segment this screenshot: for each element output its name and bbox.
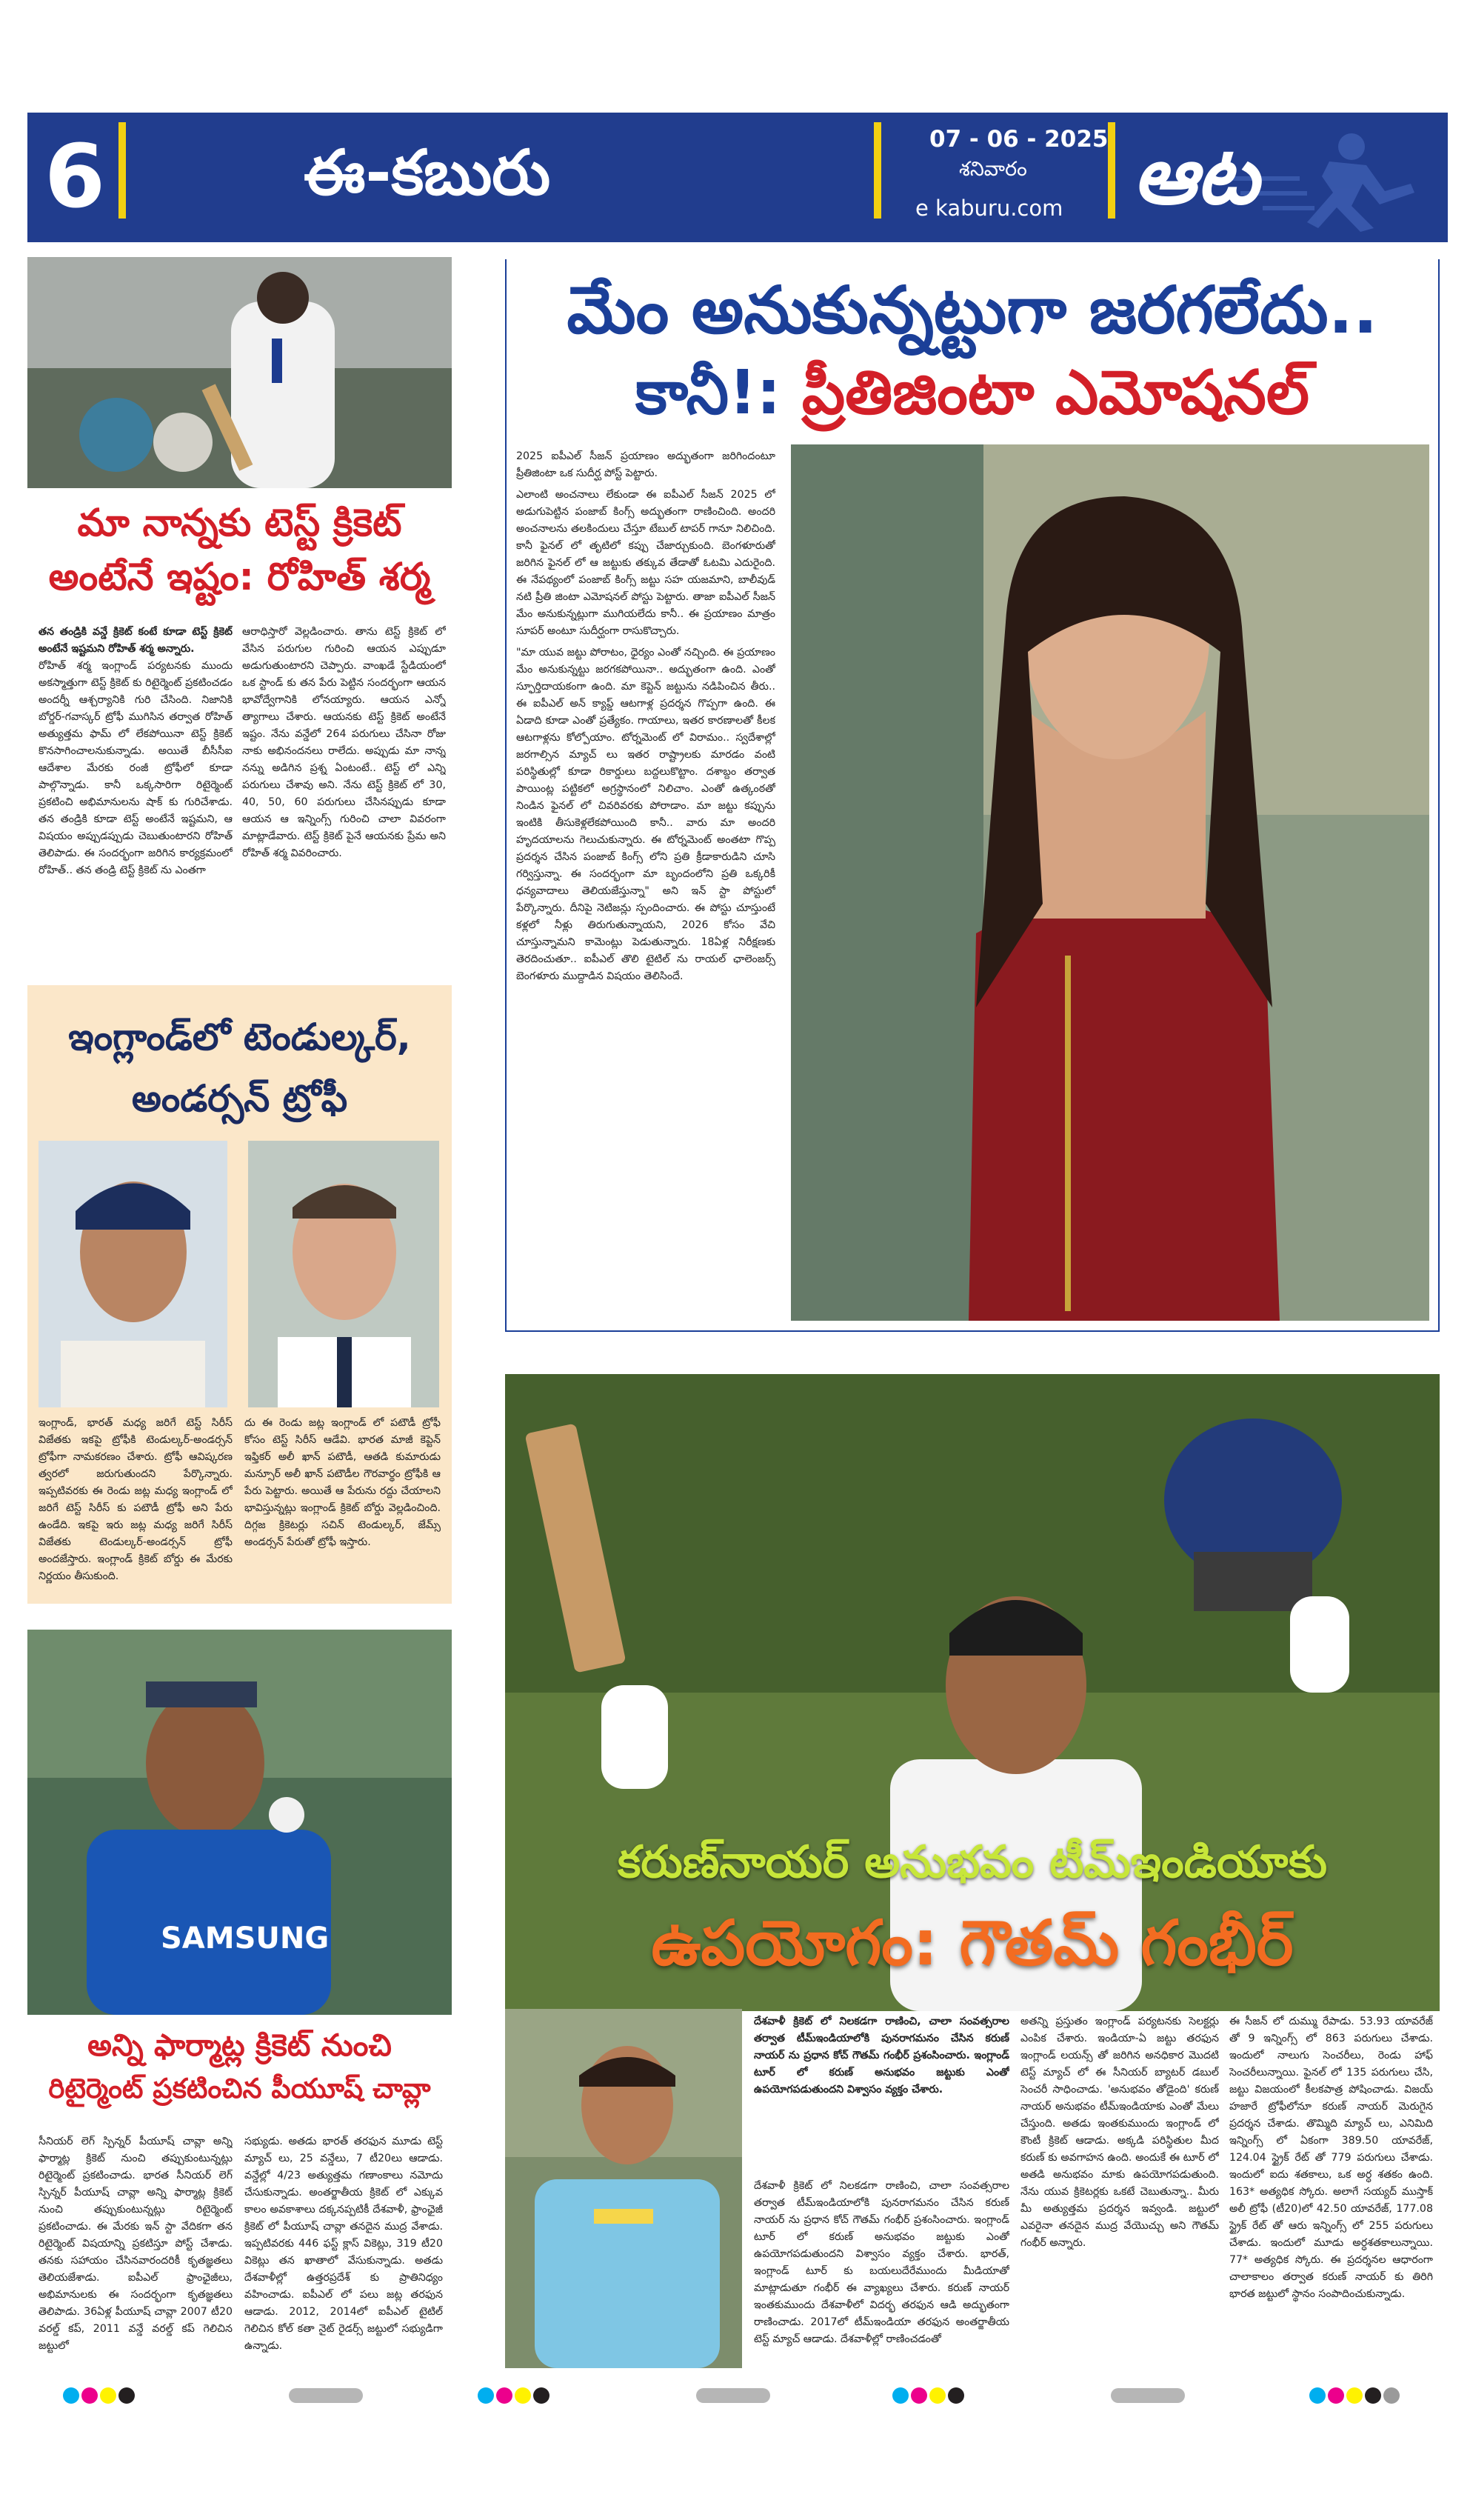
- swatch-yellow-icon: [515, 2387, 531, 2404]
- preity-headline-line1: మేం అనుకున్నట్టుగా జరగలేదు..: [567, 272, 1378, 348]
- karun-headline-highlight: గౌతమ్ గంభీర్: [959, 1907, 1294, 1979]
- print-bar: [1111, 2388, 1185, 2403]
- chawla-text-col2: సభ్యుడు. అతడు భారత్ తరఫున మూడు టెస్ట్ మ్యాచ్ లు, 25 వన్డేలు, 7 టీ20లు ఆడాడు. వన్డేల్లో 4/23 అత్యుత్తమ గణాంకాలు నమోదు చేసుకున్నాడు. అంతర్జాతీయ క్రికెట్ లో ఎక్కువ కాలం అవకాశాలు దక్కనప్పటికీ దేశవాళీ, ఫ్రాంఛైజీ క్రికెట్ లో పీయూష్ చావ్లా తనదైన ముద్ర వేశాడు. ఇప్పటివరకు 446 ఫస్ట్ క్లాస్ వికెట్లు, 319 టీ20 వికెట్లు తన ఖాతాలో వేసుకున్నాడు. అతడు దేశవాళీల్లో ఉత్తరప్రదేశ్ కు ప్రాతినిధ్యం వహించాడు. ఐపీఎల్ లో పలు జట్ల తరఫున ఆడాడు. 2012, 2014లో ఐపీఎల్ టైటిల్ గెలిచిన కోల్ కతా నైట్ రైడర్స్ జట్టులో సభ్యుడిగా ఉన్నాడు.: [244, 2136, 443, 2352]
- swatch-cyan-icon: [478, 2387, 494, 2404]
- svg-text:SAMSUNG: SAMSUNG: [161, 1921, 330, 1956]
- preity-headline-line2: [505, 350, 1440, 437]
- sachin-tendulkar-photo: [39, 1141, 227, 1407]
- karun-lead: [754, 2013, 1009, 2169]
- chawla-headline-line1: అన్ని ఫార్మాట్ల క్రికెట్ నుంచి: [87, 2027, 392, 2063]
- piyush-chawla-photo: [27, 1630, 452, 2015]
- trophy-headline-line1: ఇంగ్లాండ్‌లో టెండుల్కర్,: [68, 1016, 411, 1059]
- trophy-body-col2: [244, 1415, 441, 1596]
- karun-text-col2: అతన్ని ప్రస్తుతం ఇంగ్లాండ్ పర్యటనకు సెలక్టర్లు ఎంపిక చేశారు. ఇండియా-ఏ జట్టు తరఫున ఇంగ్లాండ్ లయన్స్ తో జరిగిన అనధికార మొదటి టెస్ట్ మ్యాచ్ లో ఈ సీనియర్ బ్యాటర్ డబుల్ సెంచరీ సాధించాడు. 'అనుభవం తోడైంది' కరుణ్ నాయర్ అనుభవం టీమ్ఇండియాకు ఎంతో మేలు చేస్తుంది. అతడు ఇంతకుముందు ఇంగ్లాండ్ లో కౌంటీ క్రికెట్ ఆడాడు. అక్కడి పరిస్థితుల మీద కరుణ్ కు అవగాహన ఉంది. అందుకే ఈ టూర్ లో అతడి అనుభవం మాకు ఉపయోగపడుతుంది. నేను యువ క్రికెటర్లకు ఒకటే చెబుతున్నా.. మీరు మీ అత్యుత్తమ ప్రదర్శన ఇవ్వండి. జట్టులో ఎవరైనా తనదైన ముద్ర వేయొచ్చు అని గౌతమ్ గంభీర్ అన్నారు.: [1020, 2016, 1219, 2249]
- swatch-cyan-icon: [892, 2387, 909, 2404]
- swatch-magenta-icon: [911, 2387, 927, 2404]
- karun-body-col2: [1020, 2013, 1219, 2369]
- swatch-black-icon: [533, 2387, 549, 2404]
- swatch-yellow-icon: [1346, 2387, 1363, 2404]
- section-name: ఆట: [1133, 130, 1259, 222]
- karun-headline-line2: [505, 1902, 1440, 1984]
- gautam-gambhir-photo: [505, 2009, 742, 2368]
- site-url[interactable]: e kaburu.com: [915, 196, 1063, 221]
- swatch-grey-icon: [1383, 2387, 1400, 2404]
- chawla-body-col1: [39, 2133, 233, 2367]
- swatch-black-icon: [948, 2387, 964, 2404]
- swatch-cyan-icon: [1309, 2387, 1326, 2404]
- preity-text-3: "మా యువ జట్టు పోరాటం, ధైర్యం ఎంతో నచ్చింది. ఈ ప్రయాణం మేం అనుకున్నట్టు జరగకపోయినా.. అద్భుతంగా ఉంది. ఎంతో స్ఫూర్తిదాయకంగా ఉంది. మా కెప్టెన్ జట్టును నడిపించిన తీరు.. ఈ ఐపీఎల్ అన్ క్యాప్డ్ ఆటగాళ్ల ప్రదర్శన గొప్పగా ఉంది. ఈ ఏడాది కూడా ఎంతో ప్రత్యేకం. గాయాలు, ఇతర కారణాలతో కీలక ఆటగాళ్లను కోల్పోయాం. టోర్నమెంట్ లో విరామం.. స్వదేశాల్లో జరగాల్సిన మ్యాచ్ లు ఇతర రాష్ట్రాలకు మారడం వంటి పరిస్థితుల్లో కూడా రికార్డులు బద్దలుకొట్టాం. దశాబ్దం తర్వాత పాయింట్ల పట్టికలో అగ్రస్థానంలో నిలిచాం. ఎంతో ఉత్కంఠతో నిండిన ఫైనల్ లో చివరివరకు పోరాడాం. మా జట్టు కప్పును ఇంటికి తీసుకెళ్లలేకపోయింది కానీ.. వారు మా అందరి హృదయాలను గెలుచుకున్నారు. ఈ టోర్నమెంట్ అంతటా గొప్ప ప్రదర్శన చేసిన పంజాబ్ కింగ్స్ లోని ప్రతి క్రీడాకారుడిని చూసి గర్విస్తున్నా. ఈ సందర్భంగా మా బృందంలోని ప్రతి ఒక్కరికీ ధన్యవాదాలు తెలియజేస్తున్నా" అని ఇన్ స్టా పోస్టులో పేర్కొన్నారు. దీనిపై నెటిజన్లు స్పందించారు. ఈ పోస్టు చూస్తుంటే కళ్లలో నీళ్లు తిరుగుతున్నాయని, 2026 కోసం వేచి చూస్తున్నామని కామెంట్లు పెడుతున్నారు. 18ఏళ్ల నిరీక్షణకు తెరదించుతూ.. ఐపీఎల్ తొలి టైటిల్ ను రాయల్ ఛాలెంజర్స్ బెంగళూరు ముద్దాడిన విషయం తెలిసిందే.: [516, 647, 775, 982]
- masthead-divider: [118, 122, 126, 219]
- masthead-divider: [874, 122, 881, 219]
- brand-name: ఈ-కబురు: [304, 136, 551, 209]
- issue-date: 07 - 06 - 2025: [929, 126, 1109, 153]
- rohit-body-col2: [242, 624, 446, 957]
- page-number: 6: [44, 125, 106, 227]
- print-bar: [696, 2388, 770, 2403]
- swatch-black-icon: [118, 2387, 135, 2404]
- chawla-headline-line2: రిటైర్మెంట్ ప్రకటించిన పీయూష్ చావ్లా: [48, 2073, 431, 2104]
- preity-zinta-photo: [791, 444, 1429, 1321]
- preity-text-1: 2025 ఐపీఎల్ సీజన్ ప్రయాణం అద్భుతంగా జరిగిందంటూ ప్రీతిజింటా ఒక సుదీర్ఘ పోస్ట్ పెట్టారు.: [516, 450, 775, 479]
- trophy-body-col1: [39, 1415, 233, 1596]
- swatch-magenta-icon: [81, 2387, 98, 2404]
- swatch-yellow-icon: [929, 2387, 946, 2404]
- chawla-text-col1: సీనియర్ లెగ్ స్పిన్నర్ పీయూష్ చావ్లా అన్ని ఫార్మాట్ల క్రికెట్ నుంచి తప్పుకుంటున్నట్లు రిటైర్మెంట్ ప్రకటించాడు. భారత సీనియర్ లెగ్ స్పిన్నర్ పీయూష్ చావ్లా అన్ని ఫార్మాట్ల క్రికెట్ నుంచి తప్పుకుంటున్నట్లు రిటైర్మెంట్ ప్రకటించాడు. ఈ మేరకు ఇన్ స్టా వేదికగా తన రిటైర్మెంట్ విషయాన్ని ప్రకటిస్తూ పోస్ట్ చేశాడు. తనకు సహాయం చేసినవారందరికీ కృతజ్ఞతలు తెలియజేశాడు. ఐపీఎల్ ఫ్రాంఛైజీలు, అభిమానులకు ఈ సందర్భంగా కృతజ్ఞతలు తెలిపాడు. 36ఏళ్ల పీయూష్ చావ్లా 2007 టీ20 వరల్డ్ కప్, 2011 వన్డే వరల్డ్ కప్ గెలిచిన జట్టులో: [39, 2136, 233, 2352]
- rohit-headline-line1: మా నాన్నకు టెస్ట్ క్రికెట్: [77, 501, 402, 545]
- rohit-headline-line2: అంటేనే ఇష్టం: రోహిత్ శర్మ: [48, 556, 431, 599]
- karun-headline-line1: కరుణ్‌నాయర్ అనుభవం టీమ్‌ఇండియాకు: [618, 1836, 1327, 1888]
- rohit-lead: తన తండ్రికి వన్డే క్రికెట్ కంటే కూడా టెస్ట్ క్రికెట్ అంటేనే ఇష్టమని రోహిత్ శర్మ అన్నారు.: [39, 626, 233, 655]
- swatch-black-icon: [1365, 2387, 1381, 2404]
- karun-body-col1: [754, 2178, 1009, 2369]
- trophy-headline-line2: అండర్సన్ ట్రోఫీ: [131, 1077, 348, 1120]
- preity-headline-prefix: కానీ!:: [635, 358, 781, 428]
- issue-weekday: శనివారం: [959, 158, 1027, 181]
- karun-lead-text: దేశవాళీ క్రికెట్ లో నిలకడగా రాణించి, చాలా సంవత్సరాల తర్వాత టీమ్ఇండియాలోకి పునరాగమనం చేసిన కరుణ్ నాయర్ ను ప్రధాన కోచ్ గౌతమ్ గంభీర్ ప్రశంసించారు. ఇంగ్లాండ్ టూర్ లో కరుణ్ అనుభవం జట్టుకు ఎంతో ఉపయోగపడుతుందని విశ్వాసం వ్యక్తం చేశారు.: [754, 2016, 1009, 2096]
- rohit-text-col2: ఆరాధిస్తారో వెల్లడించారు. తాను టెస్ట్ క్రికెట్ లో వేసిన పరుగుల గురించి ఆయన ఎప్పుడూ అడుగుతుంటారని చెప్పారు. వాంఖడే స్టేడియంలో ఒక స్టాండ్ కు తన పేరు పెట్టిన సందర్భంగా ఆయన భావోద్వేగానికి లోనయ్యారు. ఆయన ఎన్నో త్యాగాలు చేశారు. ఆయనకు టెస్ట్ క్రికెట్ అంటేనే ఇష్టం. నేను వన్డేలో 264 పరుగులు చేసినా రోజు నాకు అభినందనలు రాలేదు. అప్పుడు మా నాన్న నన్ను అడిగిన ప్రశ్న ఏంటంటే.. టెస్ట్ లో ఎన్ని పరుగులు చేశావు అని. నేను టెస్ట్ క్రికెట్ లో 30, 40, 50, 60 పరుగులు చేసినప్పుడు కూడా ఆయన ఆ ఇన్నింగ్స్ గురించి చాలా వివరంగా మాట్లాడేవారు. టెస్ట్ క్రికెట్ పైనే ఆయనకు ప్రేమ అని రోహిత్ శర్మ వివరించారు.: [242, 626, 446, 859]
- preity-body: [516, 448, 775, 1322]
- masthead-divider: [1108, 122, 1115, 219]
- preity-headline-highlight: ప్రీతిజింటా ఎమోషనల్: [801, 358, 1309, 428]
- karun-body-col3: [1229, 2013, 1433, 2369]
- swatch-magenta-icon: [1328, 2387, 1344, 2404]
- rohit-body-col1: [39, 624, 233, 957]
- preity-text-2: ఎలాంటి అంచనాలు లేకుండా ఈ ఐపీఎల్ సీజన్ 2025 లో అడుగుపెట్టిన పంజాబ్ కింగ్స్ అద్భుతంగా రాణించింది. అందరి అంచనాలను తలకిందులు చేస్తూ టేబుల్ టాపర్ గానూ నిలిచింది. కానీ ఫైనల్ లో తృటిలో కప్పు చేజార్చుకుంది. బెంగళూరుతో జరిగిన ఫైనల్ లో ఆ జట్టుకు తక్కువ తేడాతో ఓటమి ఎదురైంది. ఈ నేపథ్యంలో పంజాబ్ కింగ్స్ జట్టు సహ యజమాని, బాలీవుడ్ నటి ప్రీతి జింటా ఎమోషనల్ పోస్టు పెట్టారు. తాజా ఐపీఎల్ సీజన్ మేం అనుకున్నట్లుగా ముగియలేదు కానీ.. ఈ ప్రయాణం మాత్రం సూపర్ అంటూ సుదీర్ఘంగా రాసుకొచ్చారు.: [516, 489, 775, 637]
- james-anderson-photo: [248, 1141, 439, 1407]
- swatch-cyan-icon: [63, 2387, 79, 2404]
- print-bar: [289, 2388, 363, 2403]
- trophy-text-col2: దు ఈ రెండు జట్ల ఇంగ్లాండ్ లో పటౌడీ ట్రోఫీ కోసం టెస్ట్ సిరీస్ ఆడేవి. భారత మాజీ కెప్టెన్ ఇఫ్తికర్ అలీ ఖాన్ పటౌడీ, ఆతడి కుమారుడు మన్సూర్ అలీ ఖాన్ పటౌడీల గౌరవార్థం ట్రోఫీకి ఆ పేరు పెట్టారు. అయితే ఆ పేరును రద్దు చేయాలని భావిస్తున్నట్లు ఇంగ్లాండ్ క్రికెట్ బోర్డు వెల్లడించింది. దిగ్గజ క్రికెటర్లు సచిన్ టెండుల్కర్, జేమ్స్ అండర్సన్ పేరుతో ట్రోఫీ ఇస్తారు.: [244, 1417, 441, 1548]
- rohit-text-col1: రోహిత్ శర్మ ఇంగ్లాండ్ పర్యటనకు ముందు అకస్మాత్తుగా టెస్ట్ క్రికెట్ కు రిటైర్మెంట్ ప్రకటించడం అందర్నీ ఆశ్చర్యానికి గురి చేసింది. నిజానికి బోర్డర్-గవాస్కర్ ట్రోఫీ ముగిసిన తర్వాత రోహిత్ అత్యుత్తమ ఫామ్ లో లేకపోయినా టెస్ట్ క్రికెట్ కొనసాగించాలనుకున్నాడు. అయితే బీసీసీఐ ఆదేశాల మేరకు రంజీ ట్రోఫీలో కూడా పాల్గొన్నాడు. కానీ ఒక్కసారిగా రిటైర్మెంట్ ప్రకటించి అభిమానులను షాక్ కు గురిచేశాడు. తన తండ్రికి కూడా టెస్ట్ అంటేనే ఇష్టమని, ఆ విషయం అప్పుడప్పుడు చెబుతుంటారని రోహిత్ తెలిపాడు. ఈ సందర్భంగా జరిగిన కార్యక్రమంలో రోహిత్.. తన తండ్రి టెస్ట్ క్రికెట్ ను ఎంతగా: [39, 660, 233, 876]
- karun-headline-prefix: ఉపయోగం:: [651, 1907, 938, 1979]
- chawla-body-col2: [244, 2133, 443, 2367]
- rohit-sharma-photo: [27, 257, 452, 488]
- swatch-yellow-icon: [100, 2387, 116, 2404]
- swatch-magenta-icon: [496, 2387, 512, 2404]
- trophy-text-col1: ఇంగ్లాండ్, భారత్ మధ్య జరిగే టెస్ట్ సిరీస్ విజేతకు ఇకపై ట్రోఫీకి టెండుల్కర్-అండర్సన్ ట్రోఫీగా నామకరణం చేశారు. ట్రోఫీ ఆవిష్కరణ త్వరలో జరుగుతుందని పేర్కొన్నారు. ఇప్పటివరకు ఈ రెండు జట్ల మధ్య ఇంగ్లాండ్ లో జరిగే టెస్ట్ సిరీస్ కు పటౌడీ ట్రోఫీ అని పేరు ఉండేది. ఇకపై ఇరు జట్ల మధ్య జరిగే సిరీస్ విజేతకు టెండుల్కర్-అండర్సన్ ట్రోఫీ అందజేస్తారు. ఇంగ్లాండ్ క్రికెట్ బోర్డు ఈ మేరకు నిర్ణయం తీసుకుంది.: [39, 1417, 233, 1582]
- karun-text-col3: ఈ సీజన్ లో దుమ్ము రేపాడు. 53.93 యావరేజ్ తో 9 ఇన్నింగ్స్ లో 863 పరుగులు చేశాడు. ఇందులో నాలుగు సెంచరీలు, రెండు హాఫ్ సెంచరీలున్నాయి. ఫైనల్ లో 135 పరుగులు చేసి, జట్టు విజయంలో కీలకపాత్ర పోషించాడు. విజయ్ హజారే ట్రోఫీలోనూ కరుణ్ నాయర్ మెరుగైన ప్రదర్శన చేశాడు. తొమ్మిది మ్యాచ్ లు, ఎనిమిది ఇన్నింగ్స్ లో ఏకంగా 389.50 యావరేజ్, 124.04 స్ట్రైక్ రేట్ తో 779 పరుగులు చేశాడు. ఇందులో ఐదు శతకాలు, ఒక అర్ధ శతకం ఉంది. 163* అత్యధిక స్కోరు. అలాగే సయ్యద్ ముస్తాక్ అలీ ట్రోఫీ (టీ20)లో 42.50 యావరేజ్, 177.08 స్ట్రైక్ రేట్ తో ఆరు ఇన్నింగ్స్ లో 255 పరుగులు చేశాడు. ఇందులో మూడు అర్ధశతకాలున్నాయి. 77* అత్యధిక స్కోరు. ఈ ప్రదర్శనల ఆధారంగా చాలాకాలం తర్వాత కరుణ్ నాయర్ కు తిరిగి భారత జట్టులో స్థానం సంపాదించుకున్నాడు.: [1229, 2016, 1433, 2300]
- karun-text-col1: దేశవాళీ క్రికెట్ లో నిలకడగా రాణించి, చాలా సంవత్సరాల తర్వాత టీమ్ఇండియాలోకి పునరాగమనం చేసిన కరుణ్ నాయర్ ను ప్రధాన కోచ్ గౌతమ్ గంభీర్ ప్రశంసించారు. ఇంగ్లాండ్ టూర్ లో కరుణ్ అనుభవం జట్టుకు ఎంతో ఉపయోగపడుతుందని విశ్వాసం వ్యక్తం చేశారు. భారత్, ఇంగ్లాండ్ టూర్ కు బయలుదేరేముందు మీడియాతో మాట్లాడుతూ గంభీర్ ఈ వ్యాఖ్యలు చేశారు. కరుణ్ నాయర్ ఇంతకుముందు దేశవాళీలో విదర్భ తరఫున ఆడి అద్భుతంగా రాణించాడు. 2017లో టీమ్ఇండియా తరఫున అంతర్జాతీయ టెస్ట్ మ్యాచ్ ఆడాడు. దేశవాళీల్లో రాణించడంతో: [754, 2180, 1009, 2345]
